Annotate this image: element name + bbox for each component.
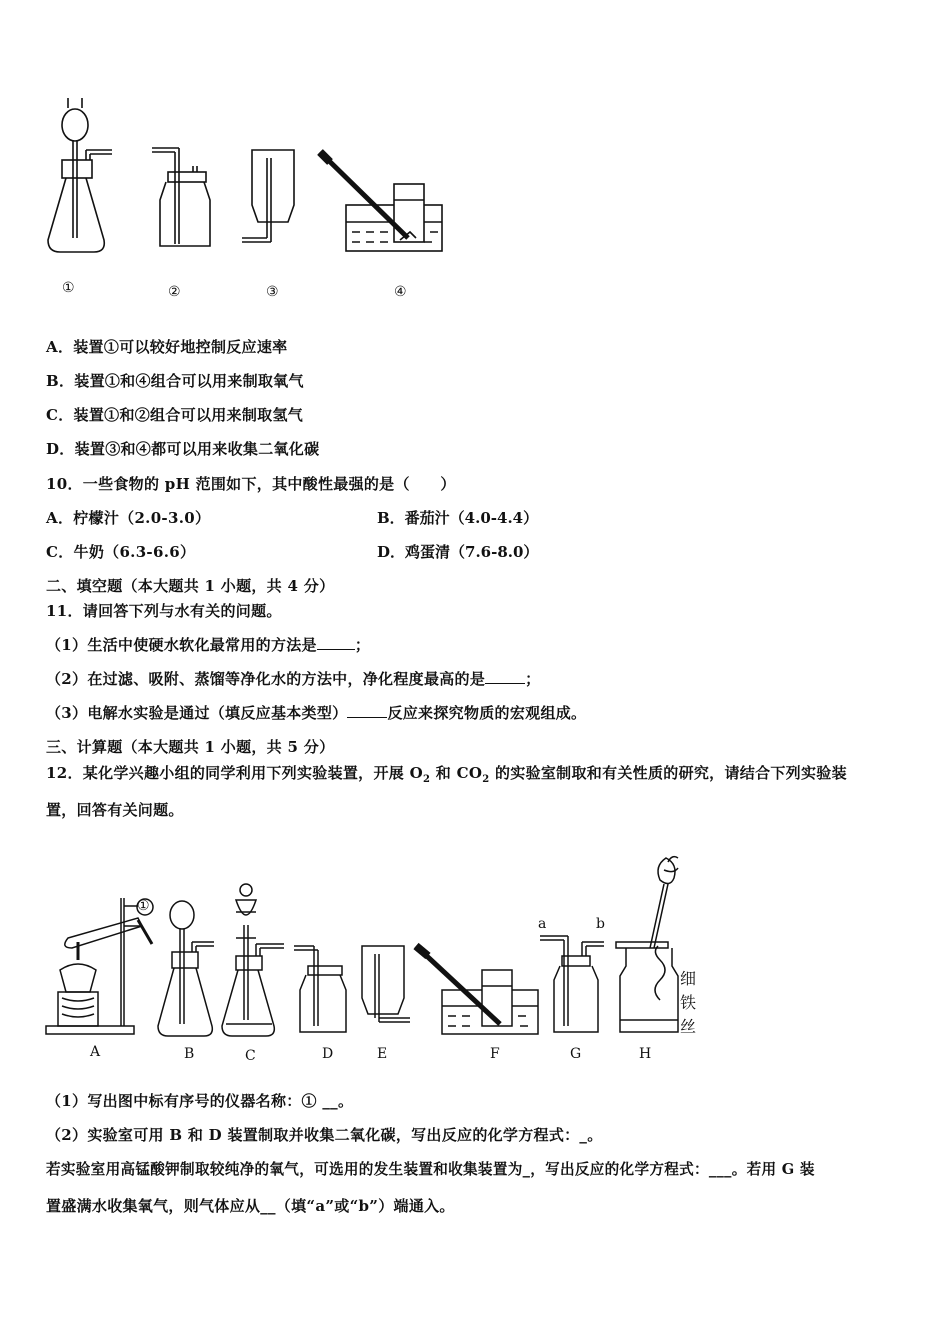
figure2-label-a: A — [90, 1044, 101, 1060]
apparatus-f-water-trough — [416, 946, 538, 1034]
figure2-label-f: F — [490, 1046, 500, 1062]
figure2-marker-1: ① — [137, 898, 150, 914]
wire-label-2: 铁 — [680, 993, 697, 1012]
q11-part2-end: ； — [525, 670, 541, 688]
q12-stem-line2: 置，回答有关问题。 — [46, 801, 184, 819]
q11-part1-end: ； — [354, 636, 371, 654]
q9-option-a: A．装置①可以较好地控制反应速率 — [46, 338, 288, 356]
apparatus-d-bottle — [294, 946, 346, 1032]
wire-label-3: 丝 — [680, 1017, 697, 1036]
q10-option-a: A．柠檬汁（2.0-3.0） — [46, 509, 211, 527]
figure2-label-c: C — [245, 1048, 256, 1064]
apparatus-b-flask — [158, 901, 214, 1036]
apparatus-g-two-port-bottle — [540, 936, 604, 1032]
q12-sub-o2: 2 — [422, 774, 431, 785]
wire-label-1: 细 — [680, 969, 697, 988]
q12-sub-co2: 2 — [482, 774, 490, 785]
figure1-label-1: ① — [62, 280, 75, 296]
q11-part3-text: （3）电解水实验是通过（填反应基本类型） — [46, 704, 348, 722]
figure2-label-e: E — [377, 1046, 388, 1062]
apparatus-e-inverted-bottle — [362, 946, 410, 1022]
figure2-label-b: B — [184, 1046, 195, 1062]
figure2-label-g: G — [570, 1046, 582, 1062]
apparatus-a-heating-setup — [46, 898, 153, 1034]
q10-stem: 10．一些食物的 pH 范围如下，其中酸性最强的是（ ） — [46, 475, 456, 493]
q12-stem-c: 的实验室制取和有关性质的研究，请结合下列实验装 — [489, 764, 847, 782]
q9-option-c: C．装置①和②组合可以用来制取氢气 — [46, 406, 304, 424]
q9-option-d: D．装置③和④都可以用来收集二氧化碳 — [46, 440, 320, 458]
figure2-label-d: D — [322, 1046, 334, 1062]
q12-part2: （2）实验室可用 B 和 D 装置制取并收集二氧化碳，写出反应的化学方程式：_。 — [46, 1126, 603, 1144]
q11-part1-text: （1）生活中使硬水软化最常用的方法是 — [46, 636, 317, 654]
q11-part3-end: 反应来探究物质的宏观组成。 — [387, 704, 587, 722]
q12-part3-line2: 置盛满水收集氧气，则气体应从__（填“a”或“b”）端通入。 — [46, 1197, 455, 1215]
q10-option-d: D．鸡蛋清（7.6-8.0） — [377, 543, 539, 561]
q10-option-c: C．牛奶（6.3-6.6） — [46, 543, 196, 561]
q11-stem: 11．请回答下列与水有关的问题。 — [46, 602, 282, 620]
section2-title: 二、填空题（本大题共 1 小题，共 4 分） — [46, 577, 335, 595]
q12-part1: （1）写出图中标有序号的仪器名称：① __。 — [46, 1092, 354, 1110]
q11-part2-text: （2）在过滤、吸附、蒸馏等净化水的方法中，净化程度最高的是 — [46, 670, 486, 688]
q10-option-b: B．番茄汁（4.0-4.4） — [377, 509, 539, 527]
apparatus-c-flask-separatory-funnel — [222, 884, 284, 1036]
figure1-label-3: ③ — [266, 284, 279, 300]
q12-stem-a: 12．某化学兴趣小组的同学利用下列实验装置，开展 O — [46, 764, 423, 782]
q12-part3-line1: 若实验室用高锰酸钾制取较纯净的氧气，可选用的发生装置和收集装置为_，写出反应的化学方程式：___。若用 G 装 — [46, 1161, 815, 1178]
section3-title: 三、计算题（本大题共 1 小题，共 5 分） — [46, 738, 335, 756]
port-label-a: a — [538, 916, 547, 932]
apparatus-h-iron-wire-combustion — [616, 857, 678, 1032]
figure2-label-h: H — [639, 1046, 652, 1062]
figure1-label-2: ② — [168, 284, 181, 300]
port-label-b: b — [596, 916, 605, 932]
q12-stem-b: 和 CO — [430, 764, 483, 782]
figure1-label-4: ④ — [394, 284, 407, 300]
q9-option-b: B．装置①和④组合可以用来制取氧气 — [46, 372, 304, 390]
